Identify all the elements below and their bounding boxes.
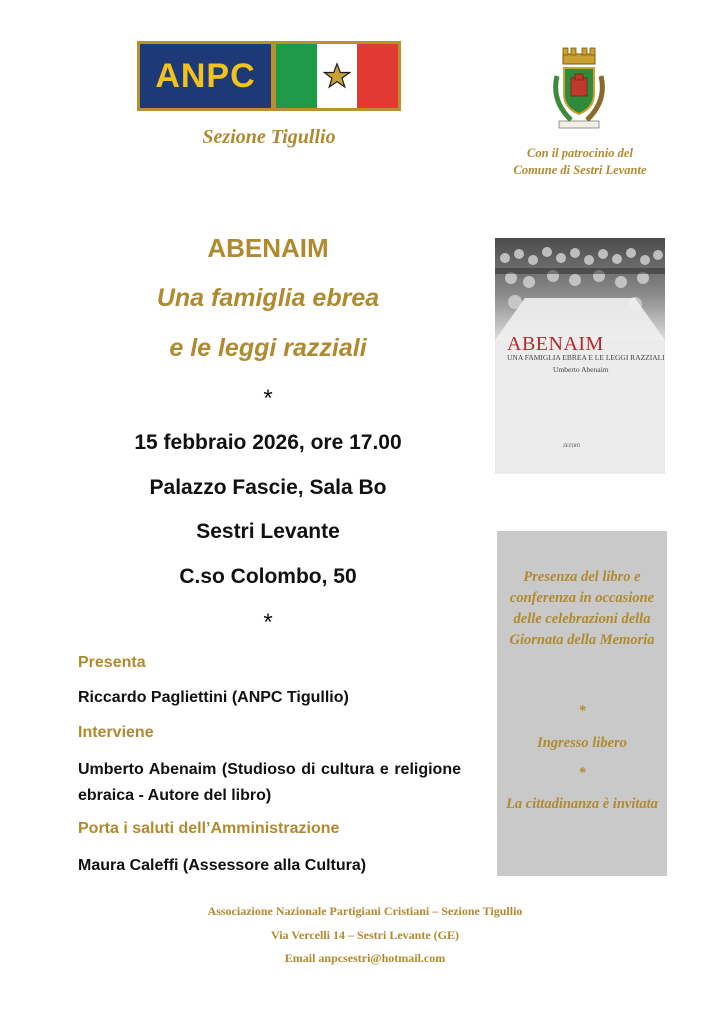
section-name: Sezione Tigullio [202, 126, 336, 148]
footer-address: Via Vercelli 14 – Sestri Levante (GE) [271, 928, 459, 942]
program-role: Porta i saluti dell’Amministrazione [78, 820, 340, 837]
flag-green-band [276, 44, 317, 108]
patronage-line-1: Con il patrocinio del [527, 146, 633, 160]
footer-organization: Associazione Nazionale Partigiani Cristiani – Sezione Tigullio [207, 904, 523, 918]
event-subtitle-line-1: Una famiglia ebrea [156, 284, 380, 312]
book-cover-image [495, 238, 665, 474]
program-role: Interviene [78, 724, 154, 741]
event-address: C.so Colombo, 50 [179, 565, 357, 588]
event-date: 15 febbraio 2026, ore 17.00 [134, 431, 402, 454]
patronage-line-2: Comune di Sestri Levante [513, 163, 647, 177]
info-box-entry: Ingresso libero [537, 735, 627, 751]
program-role: Presenta [78, 654, 146, 671]
event-venue: Palazzo Fascie, Sala Bo [149, 476, 387, 499]
logo-text: ANPC [140, 44, 271, 108]
separator-asterisk: * [263, 385, 273, 412]
flag-white-band [317, 44, 358, 108]
info-box-invite: La cittadinanza è invitata [506, 796, 658, 812]
footer-email: Email anpcsestri@hotmail.com [284, 951, 446, 965]
star-icon [323, 62, 351, 90]
event-subtitle-line-2: e le leggi razziali [169, 334, 367, 362]
info-box-description: Presenza del libro e conferenza in occasione delle celebrazioni della Giornata della Memoria [509, 569, 655, 648]
program-person: Umberto Abenaim (Studioso di cultura e religione ebraica - Autore del libro) [78, 761, 461, 804]
program-person: Riccardo Pagliettini (ANPC Tigullio) [78, 689, 349, 706]
flag-red-band [357, 44, 398, 108]
municipal-crest-icon [549, 46, 609, 134]
program-person: Maura Caleffi (Assessore alla Cultura) [78, 857, 367, 874]
info-box [497, 531, 667, 876]
event-city: Sestri Levante [196, 520, 340, 543]
cover-subtitle: UNA FAMIGLIA EBREA E LE LEGGI RAZZIALI [507, 353, 665, 362]
info-box-asterisk: * [578, 765, 586, 781]
patronage-note [480, 145, 680, 179]
separator-asterisk: * [263, 609, 273, 636]
event-title: ABENAIM [207, 233, 329, 263]
cover-title: ABENAIM [507, 333, 604, 355]
anpc-logo [137, 41, 401, 111]
cover-author: Umberto Abenaim [553, 365, 609, 374]
info-box-asterisk: * [578, 703, 586, 719]
cover-photo [495, 238, 665, 340]
cover-publisher: ZEFIRO [563, 444, 581, 449]
